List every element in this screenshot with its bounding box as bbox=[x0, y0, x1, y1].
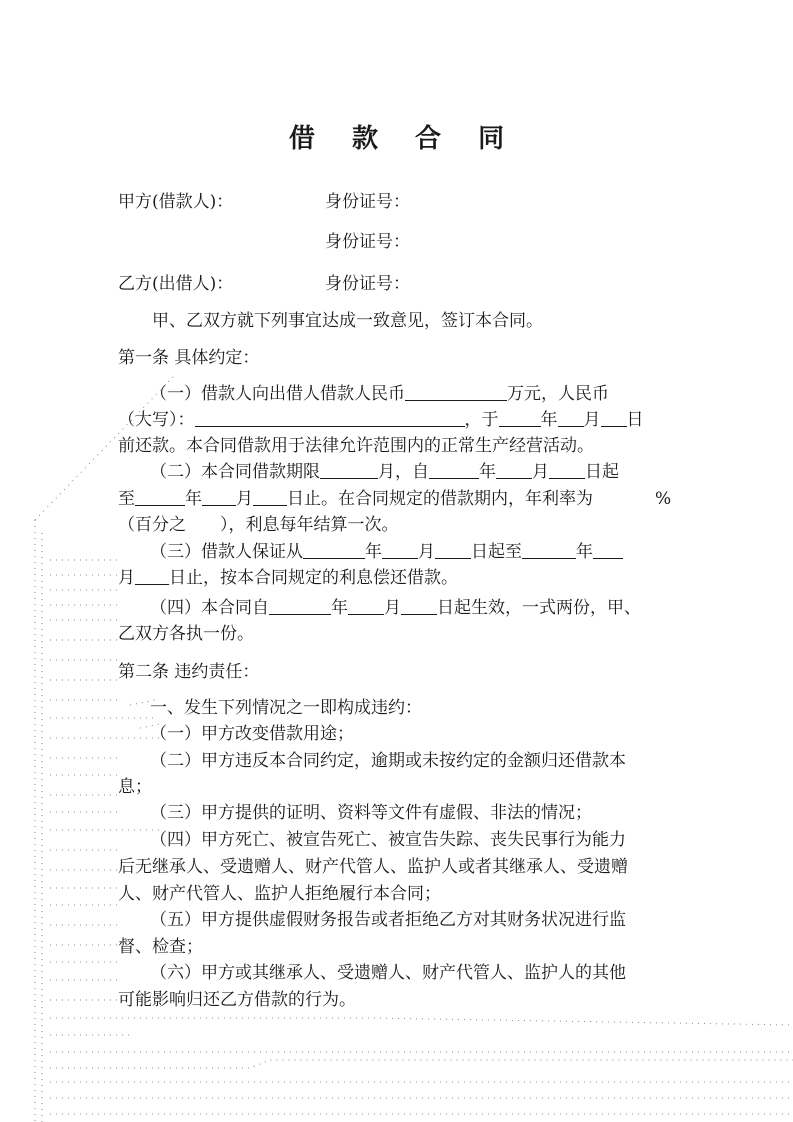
clause3-line1: （三）借款人保证从 年 月 日起至 年 bbox=[150, 541, 623, 563]
article2-heading: 第二条 违约责任： bbox=[118, 662, 260, 682]
guarantee-end-month-blank bbox=[135, 568, 169, 585]
breach-item5-line1: （五）甲方提供虚假财务报告或者拒绝乙方对其财务状况进行监 bbox=[150, 910, 626, 930]
guarantee-end-year-blank bbox=[522, 542, 576, 559]
term-months-blank bbox=[320, 462, 378, 479]
breach-item6-line1: （六）甲方或其继承人、受遗赠人、财产代管人、监护人的其他 bbox=[150, 963, 626, 983]
start-day-blank bbox=[549, 462, 585, 479]
party-a-second-id-label: 身份证号： bbox=[325, 232, 410, 252]
rate-percent-sign: % bbox=[655, 489, 672, 509]
clause2-line2: 至 年 月 日止。在合同规定的借款期内，年利率为 bbox=[118, 489, 593, 509]
start-month-blank bbox=[496, 462, 532, 479]
end-month-blank bbox=[202, 489, 236, 506]
breach-item2-line2: 息； bbox=[118, 777, 152, 797]
repay-year-blank bbox=[499, 410, 541, 427]
end-day-blank bbox=[253, 489, 287, 506]
guarantee-start-day-blank bbox=[435, 542, 471, 559]
effective-month-blank bbox=[348, 598, 384, 615]
effective-day-blank bbox=[401, 598, 437, 615]
guarantee-start-year-blank bbox=[303, 542, 365, 559]
party-b-id-label: 身份证号： bbox=[325, 274, 410, 294]
guarantee-start-month-blank bbox=[382, 542, 418, 559]
clause1-line1: （一）借款人向出借人借款人民币 万元，人民币 bbox=[150, 384, 609, 404]
start-year-blank bbox=[429, 462, 479, 479]
repay-day-blank bbox=[601, 410, 627, 427]
clause4-line1: （四）本合同自 年 月 日起生效，一式两份，甲、 bbox=[150, 598, 641, 618]
guarantee-end-year-tail-blank bbox=[593, 542, 623, 559]
effective-year-blank bbox=[269, 598, 331, 615]
breach-item4-line2: 后无继承人、受遗赠人、财产代管人、监护人或者其继承人、受遗赠 bbox=[118, 857, 628, 877]
article1-heading: 第一条 具体约定： bbox=[118, 348, 260, 368]
breach-item5-line2: 督、检查； bbox=[118, 937, 203, 957]
party-a-id-label: 身份证号： bbox=[325, 192, 410, 212]
intro-paragraph: 甲、乙双方就下列事宜达成一致意见，签订本合同。 bbox=[152, 311, 543, 331]
breach-item3: （三）甲方提供的证明、资料等文件有虚假、非法的情况； bbox=[150, 803, 592, 823]
breach-item1: （一）甲方改变借款用途； bbox=[150, 724, 354, 744]
breach-item2-line1: （二）甲方违反本合同约定，逾期或未按约定的金额归还借款本 bbox=[150, 751, 626, 771]
breach-item6-line2: 可能影响归还乙方借款的行为。 bbox=[118, 990, 356, 1010]
clause2-line3: （百分之 ），利息每年结算一次。 bbox=[118, 515, 399, 535]
clause1-line3: 前还款。本合同借款用于法律允许范围内的正常生产经营活动。 bbox=[118, 436, 594, 456]
amount-words-blank bbox=[195, 410, 465, 427]
clause1-line2: （大写）： ，于 年 月 日 bbox=[118, 410, 644, 430]
breach-item4-line1: （四）甲方死亡、被宣告死亡、被宣告失踪、丧失民事行为能力 bbox=[150, 830, 626, 850]
article2-para1: 一、发生下列情况之一即构成违约： bbox=[150, 698, 422, 718]
end-year-blank bbox=[135, 489, 185, 506]
clause4-line2: 乙双方各执一份。 bbox=[118, 624, 254, 644]
contract-title: 借 款 合 同 bbox=[288, 124, 519, 154]
party-a-label: 甲方(借款人)： bbox=[118, 192, 234, 212]
repay-month-blank bbox=[558, 410, 584, 427]
amount-blank bbox=[405, 384, 507, 401]
breach-item4-line3: 人、财产代管人、监护人拒绝履行本合同； bbox=[118, 884, 441, 904]
clause2-line1: （二）本合同借款期限 月，自 年 月 日起 bbox=[150, 462, 619, 482]
party-b-label: 乙方(出借人)： bbox=[118, 274, 234, 294]
clause3-line2: 月 日止，按本合同规定的利息偿还借款。 bbox=[118, 568, 458, 588]
